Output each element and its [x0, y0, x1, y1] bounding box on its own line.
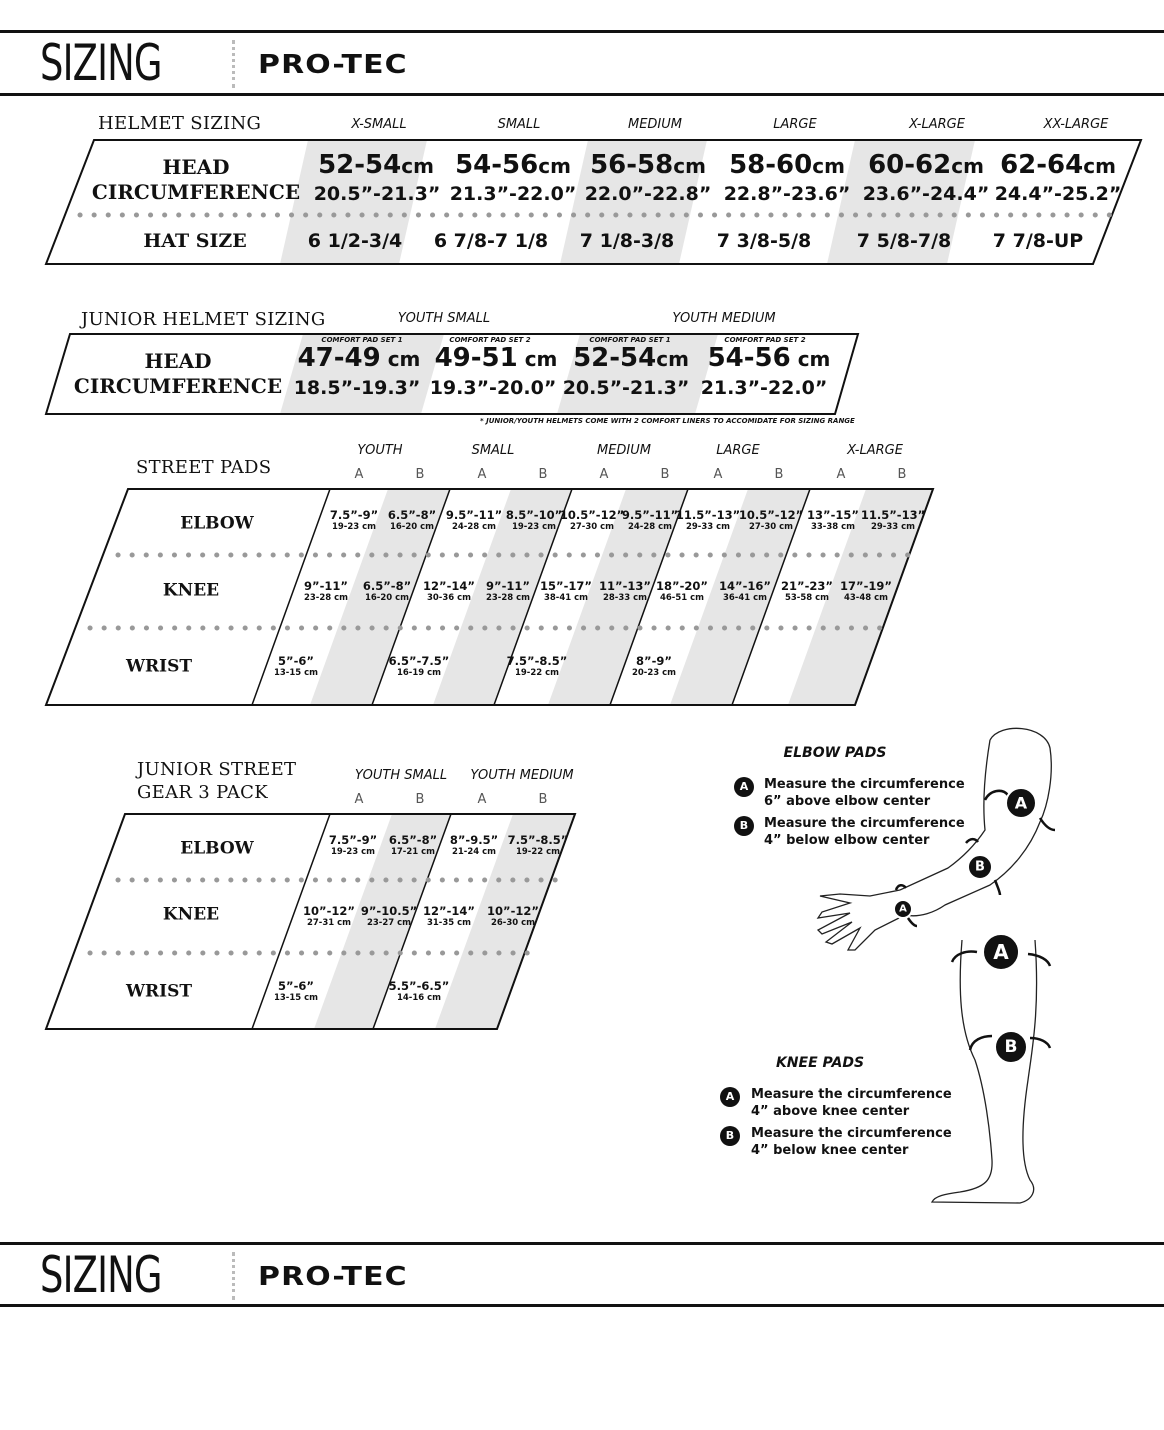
elbow-b-instruction: Measure the circumference 4” below elbow center [764, 816, 965, 848]
junior-pad-set-1b: COMFORT PAD SET 1 [589, 336, 671, 344]
street-wrist-youth: 5”-6” 13-15 cm [273, 654, 319, 679]
junior-pad-set-2a: COMFORT PAD SET 2 [449, 336, 531, 344]
junior-street-row-wrist: WRIST [125, 981, 193, 1002]
street-group-small: SMALL [471, 443, 515, 458]
street-elbow-xlarge-a: 13”-15” 33-38 cm [807, 508, 859, 533]
street-b-youth: B [415, 467, 425, 482]
junior-cm-1: 47-49 cm [297, 343, 421, 373]
junior-street-group-youth-medium: YOUTH MEDIUM [470, 768, 574, 783]
hat-size-medium: 7 1/8-3/8 [579, 230, 675, 252]
street-knee-small-a: 12”-14” 30-36 cm [423, 579, 475, 604]
junior-helmet-group-youth-small: YOUTH SMALL [397, 311, 491, 326]
street-b-xlarge: B [897, 467, 907, 482]
elbow-marker-a: A [1014, 793, 1028, 813]
hat-size-small: 6 7/8-7 1/8 [433, 230, 549, 252]
helmet-in-xlarge: 23.6”-24.4” [862, 183, 990, 205]
street-group-xlarge: X-LARGE [847, 443, 903, 458]
street-a-small: A [477, 467, 487, 482]
street-knee-large-b: 14”-16” 36-41 cm [719, 579, 771, 604]
footer-bottom-rule [0, 1304, 1164, 1307]
header-sizing-title: SIZING [40, 34, 162, 92]
helmet-cm-small: 54-56cm [455, 150, 571, 180]
elbow-b-badge: B [734, 816, 754, 836]
street-knee-medium-a: 15”-17” 38-41 cm [540, 579, 592, 604]
helmet-in-large: 22.8”-23.6” [723, 183, 851, 205]
header-brand-logo: PRO-TEC [258, 50, 408, 80]
junior-street-elbow-medium-b: 7.5”-8.5” 19-22 cm [507, 833, 569, 858]
street-elbow-small-a: 9.5”-11” 24-28 cm [445, 508, 503, 533]
street-wrist-large: 8”-9” 20-23 cm [631, 654, 677, 679]
junior-in-3: 20.5”-21.3” [562, 377, 690, 399]
street-b-medium: B [660, 467, 670, 482]
helmet-size-xxlarge: XX-LARGE [1043, 117, 1109, 132]
street-group-youth: YOUTH [357, 443, 403, 458]
junior-in-2: 19.3”-20.0” [429, 377, 557, 399]
leg-illustration [932, 940, 1037, 1203]
knee-marker-b: B [1004, 1037, 1018, 1057]
helmet-in-medium: 22.0”-22.8” [584, 183, 712, 205]
junior-helmet-note: * JUNIOR/YOUTH HELMETS COME WITH 2 COMFORT LINERS TO ACCOMIDATE FOR SIZING RANGE [480, 417, 855, 425]
junior-pad-set-2b: COMFORT PAD SET 2 [724, 336, 806, 344]
street-knee-xlarge-b: 17”-19” 43-48 cm [840, 579, 892, 604]
street-elbow-xlarge-b: 11.5”-13” 29-33 cm [860, 508, 926, 533]
hat-size-xsmall: 6 1/2-3/4 [307, 230, 403, 252]
junior-street-b-small: B [415, 792, 425, 807]
street-knee-youth-b: 6.5”-8” 16-20 cm [362, 579, 412, 604]
knee-pads-title: KNEE PADS [775, 1055, 865, 1071]
helmet-cm-large: 58-60cm [729, 150, 845, 180]
street-a-medium: A [599, 467, 609, 482]
junior-cm-3: 52-54cm [573, 343, 689, 373]
junior-street-title: JUNIOR STREET GEAR 3 PACK [137, 759, 297, 804]
helmet-cm-medium: 56-58cm [590, 150, 706, 180]
knee-a-instruction: Measure the circumference 4” above knee center [751, 1087, 952, 1119]
street-wrist-medium: 7.5”-8.5” 19-22 cm [506, 654, 568, 679]
junior-street-a-small: A [354, 792, 364, 807]
knee-marker-a: A [993, 940, 1009, 964]
helmet-cm-xxlarge: 62-64cm [1000, 150, 1116, 180]
elbow-a-instruction: Measure the circumference 6” above elbow center [764, 777, 965, 809]
street-elbow-medium-b: 9.5”-11” 24-28 cm [621, 508, 679, 533]
junior-helmet-head-circumference-label: HEAD CIRCUMFERENCE [73, 349, 283, 398]
junior-street-elbow-small-a: 7.5”-9” 19-23 cm [328, 833, 378, 858]
street-wrist-small: 6.5”-7.5” 16-19 cm [388, 654, 450, 679]
junior-street-b-medium: B [538, 792, 548, 807]
street-knee-youth-a: 9”-11” 23-28 cm [303, 579, 349, 604]
street-elbow-youth-a: 7.5”-9” 19-23 cm [329, 508, 379, 533]
helmet-cm-xlarge: 60-62cm [868, 150, 984, 180]
street-a-xlarge: A [836, 467, 846, 482]
street-a-youth: A [354, 467, 364, 482]
street-elbow-medium-a: 10.5”-12” 27-30 cm [559, 508, 625, 533]
street-elbow-large-b: 10.5”-12” 27-30 cm [738, 508, 804, 533]
street-knee-medium-b: 11”-13” 28-33 cm [599, 579, 651, 604]
junior-street-elbow-medium-a: 8”-9.5” 21-24 cm [449, 833, 499, 858]
junior-street-knee-medium-a: 12”-14” 31-35 cm [423, 904, 475, 929]
junior-street-wrist-medium: 5.5”-6.5” 14-16 cm [388, 979, 450, 1004]
footer-top-rule [0, 1242, 1164, 1245]
hat-size-xxlarge: 7 7/8-UP [992, 230, 1084, 252]
knee-b-badge: B [720, 1126, 740, 1146]
street-b-small: B [538, 467, 548, 482]
street-knee-large-a: 18”-20” 46-51 cm [656, 579, 708, 604]
footer-brand-logo: PRO-TEC [258, 1262, 408, 1292]
junior-street-a-medium: A [477, 792, 487, 807]
helmet-section-title: HELMET SIZING [98, 113, 262, 134]
street-elbow-youth-b: 6.5”-8” 16-20 cm [387, 508, 437, 533]
street-knee-small-b: 9”-11” 23-28 cm [485, 579, 531, 604]
junior-pad-set-1a: COMFORT PAD SET 1 [321, 336, 403, 344]
junior-street-knee-small-b: 9”-10.5” 23-27 cm [360, 904, 418, 929]
street-a-large: A [713, 467, 723, 482]
street-group-medium: MEDIUM [596, 443, 652, 458]
helmet-hat-size-label: HAT SIZE [143, 230, 247, 253]
footer-divider [232, 1252, 238, 1300]
helmet-size-medium: MEDIUM [627, 117, 683, 132]
footer-sizing-title: SIZING [40, 1246, 162, 1304]
knee-b-instruction: Measure the circumference 4” below knee center [751, 1126, 952, 1158]
street-row-elbow: ELBOW [180, 513, 254, 534]
street-b-large: B [774, 467, 784, 482]
street-pads-title: STREET PADS [136, 457, 272, 478]
wrist-marker-a: A [899, 903, 907, 915]
elbow-a-badge: A [734, 777, 754, 797]
hat-size-large: 7 3/8-5/8 [716, 230, 812, 252]
helmet-head-circumference-label: HEAD CIRCUMFERENCE [91, 155, 301, 204]
junior-street-knee-medium-b: 10”-12” 26-30 cm [487, 904, 539, 929]
street-group-large: LARGE [716, 443, 760, 458]
elbow-pads-title: ELBOW PADS [783, 745, 887, 761]
junior-street-row-elbow: ELBOW [180, 838, 254, 859]
street-elbow-small-b: 8.5”-10” 19-23 cm [505, 508, 563, 533]
junior-street-knee-small-a: 10”-12” 27-31 cm [303, 904, 355, 929]
street-row-knee: KNEE [162, 580, 220, 601]
junior-street-elbow-small-b: 6.5”-8” 17-21 cm [388, 833, 438, 858]
junior-street-wrist-small: 5”-6” 13-15 cm [273, 979, 319, 1004]
junior-cm-4: 54-56 cm [707, 343, 831, 373]
helmet-in-small: 21.3”-22.0” [449, 183, 577, 205]
helmet-size-xsmall: X-SMALL [351, 117, 407, 132]
hat-size-xlarge: 7 5/8-7/8 [856, 230, 952, 252]
junior-street-group-youth-small: YOUTH SMALL [354, 768, 448, 783]
junior-in-4: 21.3”-22.0” [700, 377, 828, 399]
helmet-cm-xsmall: 52-54cm [318, 150, 434, 180]
elbow-marker-b: B [975, 859, 985, 875]
helmet-size-large: LARGE [773, 117, 817, 132]
junior-cm-2: 49-51 cm [434, 343, 558, 373]
helmet-size-small: SMALL [497, 117, 541, 132]
junior-helmet-group-youth-medium: YOUTH MEDIUM [672, 311, 776, 326]
helmet-in-xsmall: 20.5”-21.3” [313, 183, 441, 205]
helmet-in-xxlarge: 24.4”-25.2” [994, 183, 1122, 205]
knee-a-badge: A [720, 1087, 740, 1107]
street-row-wrist: WRIST [125, 656, 193, 677]
street-elbow-large-a: 11.5”-13” 29-33 cm [675, 508, 741, 533]
junior-in-1: 18.5”-19.3” [293, 377, 421, 399]
junior-street-row-knee: KNEE [162, 904, 220, 925]
junior-helmet-title: JUNIOR HELMET SIZING [81, 309, 326, 330]
street-knee-xlarge-a: 21”-23” 53-58 cm [781, 579, 833, 604]
helmet-size-xlarge: X-LARGE [909, 117, 965, 132]
